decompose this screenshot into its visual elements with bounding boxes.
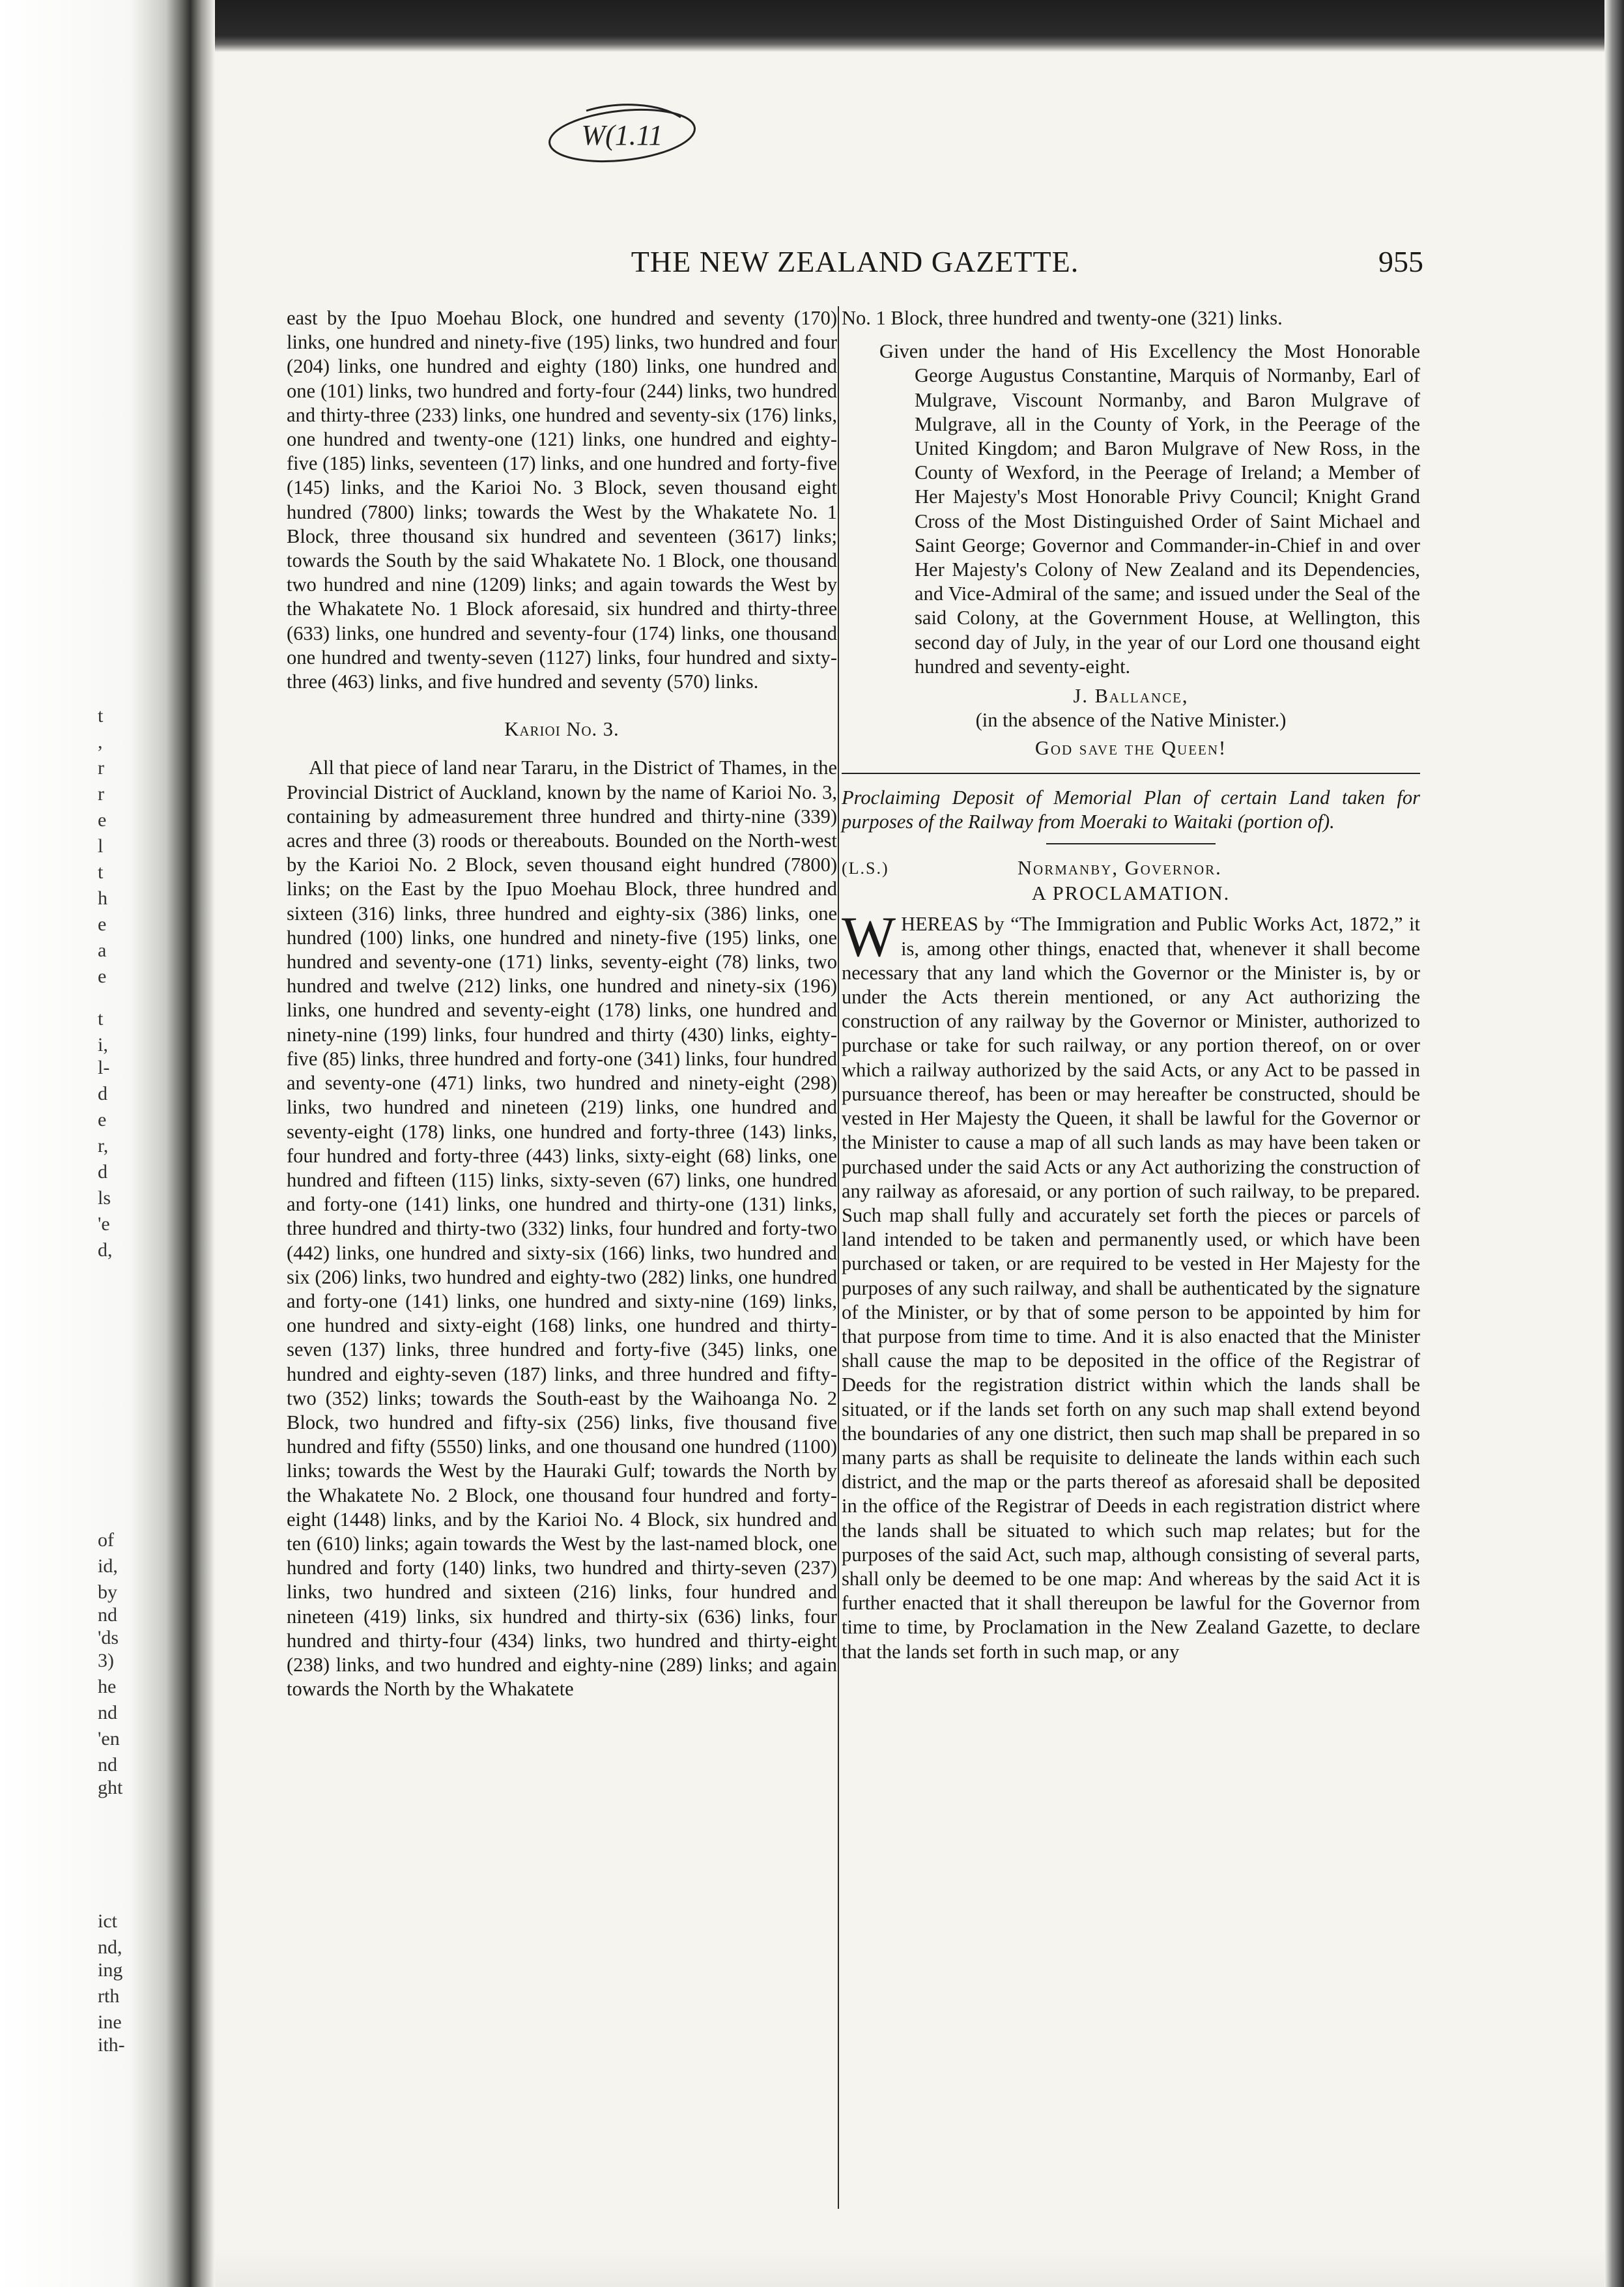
ls-governor-line	[842, 856, 1420, 880]
margin-fragment: e	[98, 966, 107, 987]
page-number: 955	[1378, 245, 1423, 278]
governor-signature: Normanby, Governor.	[1018, 857, 1222, 880]
signature-note: (in the absence of the Native Minister.)	[975, 709, 1287, 732]
margin-fragment: nd,	[98, 1936, 122, 1958]
margin-fragment: r	[98, 783, 104, 805]
margin-fragment: nd	[98, 1754, 117, 1776]
margin-fragment: r,	[98, 1135, 109, 1157]
scan-bottom-edge	[215, 2248, 1604, 2287]
margin-fragment: ith-	[98, 2034, 125, 2056]
margin-fragment: ict	[98, 1910, 117, 1932]
margin-fragment: e	[98, 913, 107, 935]
margin-fragment: e	[98, 809, 107, 831]
right-para-continuation: No. 1 Block, three hundred and twenty-one (321) links.	[842, 307, 1283, 329]
section-heading-karioi-3: Karioi No. 3.	[504, 718, 620, 741]
margin-fragment: h	[98, 887, 107, 909]
margin-fragment: 'en	[98, 1728, 120, 1749]
page-header	[287, 244, 1423, 283]
margin-fragment: rth	[98, 1985, 120, 2007]
scan-top-edge	[0, 0, 1624, 52]
margin-fragment: ing	[98, 1959, 123, 1981]
left-para-karioi-3: All that piece of land near Tararu, in the District of Thames, in the Provincial District of Auckland, known by the name of Karioi No. 3, containing by admeasurement three hundred and thirty-nine (339) acres and three (3) roods or thereabouts. Bounded on the North-west by the Karioi No. 2 Block, seven thousand eight hundred (7800) links; on the East by the Ipuo Moehau Block, three hundred and sixteen (316) links, three hundred and eighty-six (386) links, one hundred (100) links, one hundred and ninety-five (195) links, one hundred and seventy-one (171) links, seventy-eight (78) links, two hundred and twelve (212) links, one hundred and ninety-six (196) links, one hundred and seventy-eight (178) links, one hundred and ninety-nine (199) links, four hundred and thirty (430) links, eighty-five (85) links, three hundred and forty-one (341) links, four hundred and seventy-one (471) links, two hundred and ninety-eight (298) links, two hundred and nineteen (219) links, one hundred and seventy-eight (178) links, one hundred and forty-three (143) links, four hundred and forty-three (443) links, sixty-eight (68) links, one hundred and fifteen (115) links, sixty-seven (67) links, one hundred and forty-one (141) links, one hundred and thirty-one (131) links, three hundred and thirty-two (332) links, four hundred and forty-two (442) links, one hundred and sixty-six (166) links, two hundred and six (206) links, two hundred and eighty-two (282) links, one hundred and forty-one (141) links, one hundred and sixty-nine (169) links, one hundred and sixty-eight (168) links, one hundred and thirty-seven (137) links, three hundred and forty-five (345) links, one hundred and eighty-seven (187) links, and three hundred and fifty-two (352) links; towards the South-east by the Waihoanga No. 2 Block, two hundred and fifty-six (256) links, five thousand five hundred and fifty (5550) links, and one thousand one hundred (1100) links; towards the West by the Hauraki Gulf; towards the North by the Whakatete No. 2 Block, one thousand four hundred and forty-eight (1448) links, and by the Karioi No. 4 Block, six hundred and ten (610) links; again towards the West by the last-named block, one hundred and forty (140) links, two hundred and thirty-seven (237) links, two hundred and sixteen (216) links, four hundred and nineteen (419) links, six hundred and thirty-six (636) links, four hundred and thirty-four (434) links, two hundred and thirty-eight (238) links, and two hundred and eighty-nine (289) links; and again towards the North by the Whakatete	[287, 756, 837, 1701]
notice-title: Proclaiming Deposit of Memorial Plan of certain Land taken for purposes of the Railway from Moeraki to Waitaki (portion of).	[842, 786, 1420, 833]
scan-right-edge	[1604, 0, 1624, 2287]
margin-fragment: ght	[98, 1777, 123, 1798]
signature: J. Ballance,	[1073, 685, 1189, 708]
margin-fragment: 3)	[98, 1650, 114, 1671]
margin-fragment: ine	[98, 2011, 122, 2033]
left-column	[287, 306, 837, 1701]
ls-seal: (L.S.)	[842, 859, 889, 878]
margin-fragment: a	[98, 940, 107, 961]
given-under-hand: Given under the hand of His Excellency the Most Honorable George Augustus Constantine, Marquis of Normanby, Earl of Mulgrave, Viscount Normanby, and Baron Mulgrave of Mulgrave, all in the County of York, in the Peerage of the United Kingdom; and Baron Mulgrave of New Ross, in the County of Wexford, in the Peerage of Ireland; a Member of Her Majesty's Most Honorable Privy Council; Knight Grand Cross of the Most Distinguished Order of Saint Michael and Saint George; Governor and Commander-in-Chief in and over Her Majesty's Colony of New Zealand and its Dependencies, and Vice-Admiral of the same; and issued under the Seal of the said Colony, at the Government House, at Wellington, this second day of July, in the year of our Lord one thousand eight hundred and seventy-eight.	[879, 340, 1420, 678]
margin-fragment: of	[98, 1529, 114, 1551]
left-para-boundary: east by the Ipuo Moehau Block, one hundred and seventy (170) links, one hundred and ninety-five (195) links, two hundred and four (204) links, one hundred and eighty (180) links, one hundred and one (101) links, two hundred and forty-four (244) links, two hundred and thirty-three (233) links, one hundred and seventy-six (176) links, one hundred and twenty-one (121) links, one hundred and eighty-five (185) links, seventeen (17) links, and one hundred and forty-five (145) links, and the Karioi No. 3 Block, seven thousand eight hundred (7800) links; towards the West by the Whakatete No. 1 Block, three thousand six hundred and seventeen (3617) links; towards the South by the said Whakatete No. 1 Block, one thousand two hundred and nine (1209) links; and again towards the West by the Whakatete No. 1 Block aforesaid, six hundred and thirty-three (633) links, one hundred and seventy-four (174) links, one thousand one hundred and twenty-seven (1127) links, four hundred and sixty-three (463) links, and five hundred and seventy (570) links.	[287, 307, 837, 693]
margin-fragment: nd	[98, 1702, 117, 1723]
margin-fragment: t	[98, 705, 104, 726]
god-save-the-queen: God save the Queen!	[1034, 737, 1227, 760]
column-divider	[838, 306, 839, 2209]
margin-fragment: i,	[98, 1034, 108, 1056]
stamp-text: W(1.11	[581, 119, 663, 151]
proclamation-heading: A PROCLAMATION.	[1031, 882, 1231, 905]
margin-fragment: nd	[98, 1604, 117, 1626]
margin-fragment: d	[98, 1161, 107, 1183]
proclamation-text: HEREAS by “The Immigration and Public Works Act, 1872,” it is, among other things, enacted that, whenever it shall become necessary that any land which the Governor or the Minister is, by or under the Acts therein mentioned, or any Act authorizing the construction of any railway by the Governor or Minister, authorized to purchase or take for such railway, or any portion thereof, on or over which a railway authorized by the said Acts, or any Act to be passed in pursuance thereof, has been or may hereafter be constructed, should be vested in Her Majesty the Queen, it shall be lawful for the Governor or the Minister to cause a map of all such lands as may have been taken or purchased under the said Acts or any Act authorizing the construction of any railway as aforesaid, or any portion of such railway, to be prepared. Such map shall fully and accurately set forth the pieces or parcels of land intended to be taken and permanently used, or which have been purchased or taken, or are required to be vested in Her Majesty for the purposes of any such railway, and shall be authenticated by the signature of the Minister, or by that of some person to be appointed by him for that purpose from time to time. And it is also enacted that the Minister shall cause the map to be deposited in the office of the Registrar of Deeds for the registration district within which the lands shall be situated, or if the lands set forth on any such map shall extend beyond the boundaries of any one district, then such map shall be prepared in so many parts as shall be requisite to delineate the lands within each such district, and the map or the parts thereof as aforesaid shall be deposited in the office of the Registrar of Deeds in each registration district where the lands shall be situated to which such map relates; but for the purposes of the said Act, such map, although consisting of several parts, shall only be deemed to be one map: And whereas by the said Act it is further enacted that it shall thereupon be lawful for the Governor from time to time, by Proclamation in the New Zealand Gazette, to declare that the lands set forth in such map, or any	[842, 913, 1420, 1663]
gazette-title: THE NEW ZEALAND GAZETTE.	[631, 245, 1079, 278]
margin-fragment: l-	[98, 1057, 110, 1078]
proclamation-body	[842, 906, 1420, 1663]
section-rule	[842, 773, 1420, 774]
margin-fragment: l	[98, 835, 104, 857]
drop-cap: W	[842, 906, 896, 970]
short-rule	[1046, 843, 1216, 844]
margin-fragment: id,	[98, 1555, 118, 1577]
right-column	[842, 306, 1420, 1664]
margin-fragment: t	[98, 1008, 104, 1029]
margin-fragment: by	[98, 1581, 117, 1603]
margin-fragment: e	[98, 1109, 107, 1130]
margin-fragment: d	[98, 1083, 107, 1104]
margin-fragment: 'e	[98, 1213, 110, 1235]
margin-fragment: t	[98, 861, 104, 883]
handwritten-stamp	[541, 98, 704, 169]
margin-fragment: he	[98, 1676, 117, 1697]
margin-fragment: ls	[98, 1187, 111, 1209]
margin-fragment: 'ds	[98, 1627, 119, 1648]
margin-fragment: r	[98, 757, 104, 779]
margin-fragment: ,	[98, 731, 103, 753]
margin-fragment: d,	[98, 1239, 113, 1261]
